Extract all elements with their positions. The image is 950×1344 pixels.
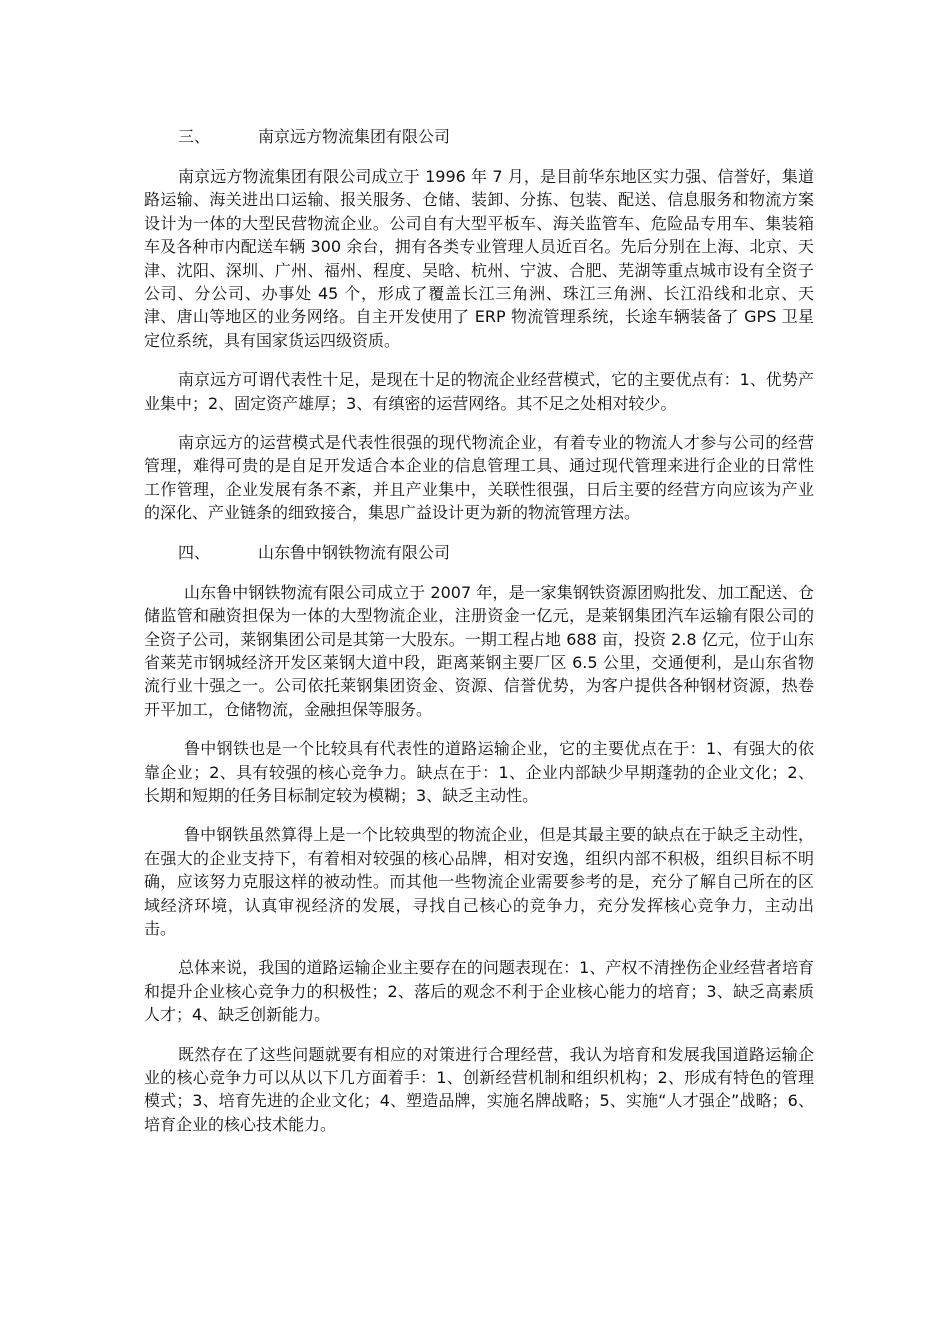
body-paragraph: 鲁中钢铁也是一个比较具有代表性的道路运输企业，它的主要优点在于：1、有强大的依靠企业；2、具有较强的核心竞争力。缺点在于：1、企业内部缺少早期蓬勃的企业文化；2、长期和短期的任务目标制定较为模糊；3、缺乏主动性。 xyxy=(144,739,814,805)
body-paragraph: 南京远方的运营模式是代表性很强的现代物流企业，有着专业的物流人才参与公司的经营管理，难得可贵的是自足开发适合本企业的信息管理工具、通过现代管理来进行企业的日常性工作管理，企业发展有条不紊，并且产业集中，关联性很强，日后主要的经营方向应该为产业的深化、产业链条的细致接合，集思广益设计更为新的物流管理方法。 xyxy=(144,433,814,523)
summary-paragraph: 总体来说，我国的道路运输企业主要存在的问题表现在：1、产权不清挫伤企业经营者培育和提升企业核心竞争力的积极性；2、落后的观念不利于企业核心能力的培育；3、缺乏高素质人才；4、缺乏创新能力。 xyxy=(144,958,814,1025)
summary-paragraph: 既然存在了这些问题就要有相应的对策进行合理经营，我认为培育和发展我国道路运输企业的核心竞争力可以从以下几方面着手：1、创新经营机制和组织机构；2、形成有特色的管理模式；3、培育先进的企业文化；4、塑造品牌，实施名牌战略；5、实施“人才强企”战略；6、培育企业的核心技术能力。 xyxy=(144,1044,814,1134)
body-paragraph: 南京远方可谓代表性十足，是现在十足的物流企业经营模式，它的主要优点有：1、优势产业集中；2、固定资产雄厚；3、有缜密的运营网络。其不足之处相对较少。 xyxy=(144,370,814,413)
section-title: 山东鲁中钢铁物流有限公司 xyxy=(258,542,451,562)
body-paragraph: 山东鲁中钢铁物流有限公司成立于 2007 年，是一家集钢铁资源团购批发、加工配送、仓储监管和融资担保为一体的大型物流企业，注册资金一亿元，是莱钢集团汽车运输有限公司的全资子公司，莱钢集团公司是其第一大股东。一期工程占地 688 亩，投资 2.8 亿元，位于山东省莱芜市钢城经济开发区莱钢大道中段，距离莱钢主要厂区 6.5 公里，交通便利，是山东省物流行业十强之一。公司依托莱钢集团资金、资源、信誉优势，为客户提供各种钢材资源，热卷开平加工，仓储物流，金融担保等服务。 xyxy=(144,582,814,719)
document-page xyxy=(144,125,814,1152)
section-heading xyxy=(144,125,814,149)
section-number: 三、 xyxy=(178,127,211,146)
body-paragraph: 鲁中钢铁虽然算得上是一个比较典型的物流企业，但是其最主要的缺点在于缺乏主动性，在强大的企业支持下，有着相对较强的核心品牌，相对安逸，组织内部不积极，组织目标不明确，应该努力克服这样的被动性。而其他一些物流企业需要参考的是，充分了解自己所在的区域经济环境，认真审视经济的发展，寻找自己核心的竞争力，充分发挥核心竞争力，主动出击。 xyxy=(144,825,814,938)
section-heading xyxy=(144,541,814,565)
body-paragraph: 南京远方物流集团有限公司成立于 1996 年 7 月，是目前华东地区实力强、信誉好，集道路运输、海关进出口运输、报关服务、仓储、装卸、分拣、包装、配送、信息服务和物流方案设计为一体的大型民营物流企业。公司自有大型平板车、海关监管车、危险品专用车、集装箱车及各种市内配送车辆 300 余台，拥有各类专业管理人员近百名。先后分别在上海、北京、天津、沈阳、深圳、广州、福州、程度、吴晗、杭州、宁波、合肥、芜湖等重点城市设有全资子公司、分公司、办事处 45 个，形成了覆盖长江三角洲、珠江三角洲、长江沿线和北京、天津、唐山等地区的业务网络。自主开发使用了 ERP 物流管理系统，长途车辆装备了 GPS 卫星定位系统，具有国家货运四级资质。 xyxy=(144,167,814,350)
section-number: 四、 xyxy=(178,542,211,562)
section-title: 南京远方物流集团有限公司 xyxy=(258,127,451,146)
